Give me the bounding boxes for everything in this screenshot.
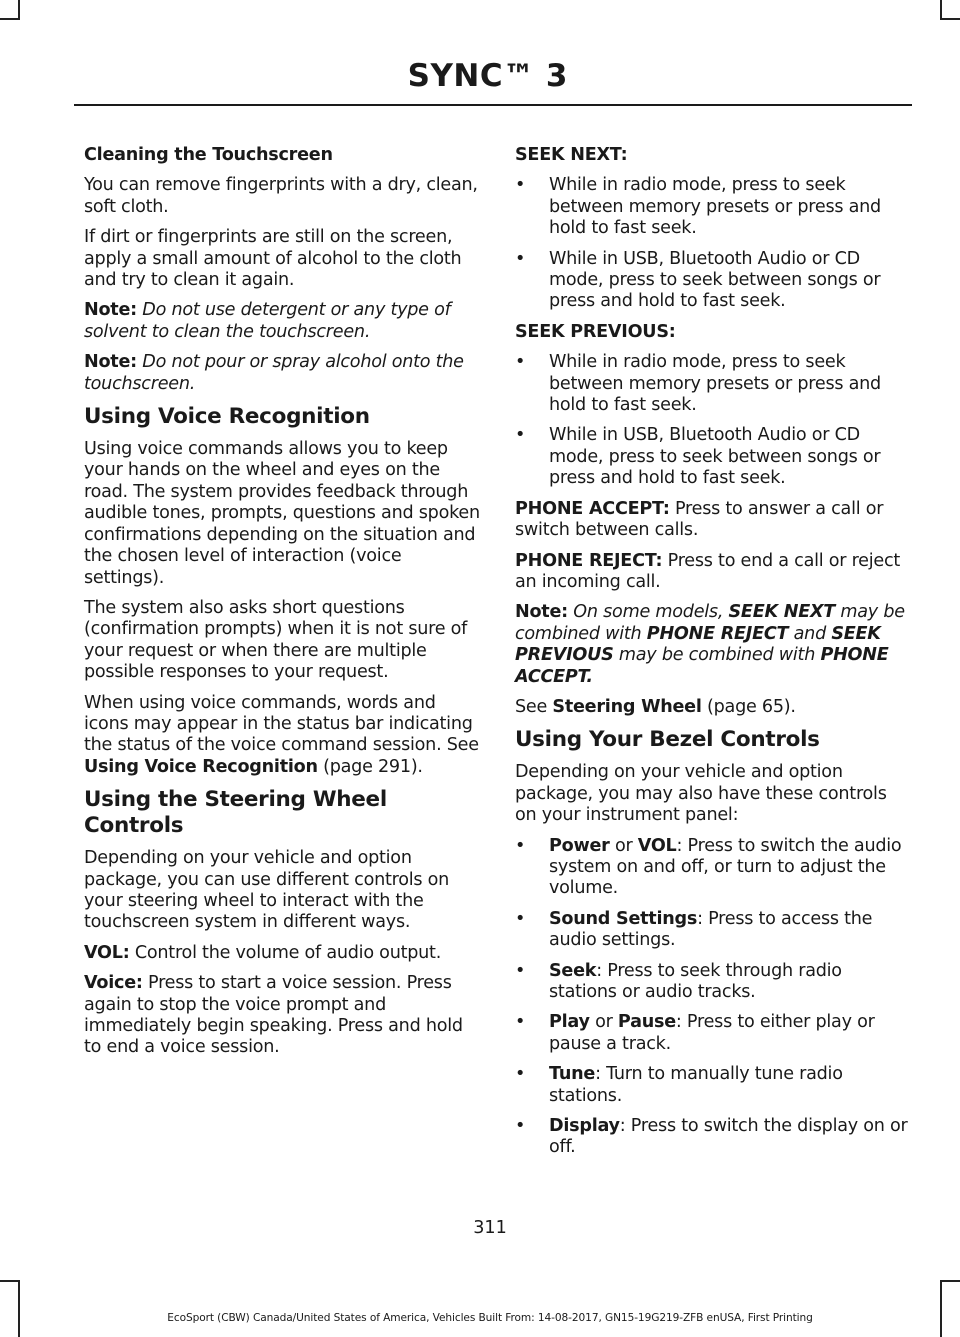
control-text: : Press to seek through radio stations or audio tracks. (549, 960, 842, 1002)
note-label: Note: (84, 352, 137, 373)
note-keyword: PHONE ACCEPT. (515, 645, 889, 687)
steering-controls-heading: Using the Steering Wheel Controls (84, 787, 387, 839)
seek-previous-list (515, 352, 911, 489)
list-item (515, 909, 911, 952)
note-text: may be combined with (618, 645, 816, 666)
control-text: or (595, 1012, 613, 1033)
voice-paragraph-2: The system also asks short questions (confirmation prompts) when it is not sure of your request or when there are multiple possible responses to your request. (84, 597, 468, 683)
phone-reject-text: Press to end a call or reject an incoming call. (515, 550, 901, 592)
list-item (515, 1116, 911, 1159)
control-name: Power (549, 835, 610, 856)
cleaning-paragraph-2: If dirt or fingerprints are still on the screen, apply a small amount of alcohol to the cloth and try to clean it again. (84, 227, 462, 291)
note-text: may be combined with (515, 602, 905, 644)
seek-next-heading: SEEK NEXT: (515, 145, 628, 165)
crop-mark (940, 1280, 942, 1337)
crop-mark (18, 1280, 20, 1337)
cleaning-note-2 (84, 352, 480, 395)
crop-mark (940, 18, 960, 20)
vol-text: Control the volume of audio output. (134, 942, 442, 963)
phone-accept-text: Press to answer a call or switch between calls. (515, 498, 884, 541)
list-item: • While in radio mode, press to seek between memory presets or press and hold to fast seek. (515, 352, 911, 416)
seek-next-list (515, 175, 911, 312)
list-item (515, 1064, 911, 1107)
see-reference (515, 697, 911, 718)
page-footer: EcoSport (CBW) Canada/United States of America, Vehicles Built From: 14-08-2017, GN15-19G219-ZFB enUSA, First Printing (167, 1312, 813, 1324)
list-item (515, 1012, 911, 1055)
list-item (515, 961, 911, 1004)
voice-description (84, 973, 480, 1059)
vol-description (84, 943, 480, 964)
cleaning-note-1 (84, 300, 480, 343)
voice-text: Press to start a voice session. Press again to stop the voice prompt and immediately begin speaking. Press and hold to end a voice session. (84, 973, 463, 1058)
left-column (84, 145, 480, 1068)
vol-label: VOL: (84, 942, 130, 963)
steering-wheel-link[interactable]: Steering Wheel (552, 696, 702, 717)
note-label: Note: (84, 300, 137, 321)
crop-mark (18, 0, 20, 20)
cleaning-paragraph-1: You can remove fingerprints with a dry, clean, soft cloth. (84, 175, 478, 217)
phone-reject-label: PHONE REJECT: (515, 550, 663, 571)
control-name: Play (549, 1012, 590, 1033)
control-text: : Press to either play or pause a track. (549, 1012, 875, 1054)
control-name: Display (549, 1116, 620, 1137)
voice-label: Voice: (84, 973, 143, 994)
page-reference: (page 291). (323, 756, 423, 777)
control-name: VOL (637, 835, 677, 856)
list-item: • While in USB, Bluetooth Audio or CD mode, press to seek between songs or press and hold to fast seek. (515, 249, 911, 313)
crop-mark (940, 0, 942, 20)
bezel-controls-list (515, 836, 911, 1159)
phone-accept-description (515, 499, 911, 542)
bezel-intro: Depending on your vehicle and option package, you may also have these controls on your instrument panel: (515, 762, 887, 826)
steering-paragraph-1: Depending on your vehicle and option package, you can use different controls on your steering wheel to interact with the touchscreen system in different ways. (84, 848, 450, 933)
voice-recognition-link[interactable]: Using Voice Recognition (84, 756, 318, 777)
cleaning-heading: Cleaning the Touchscreen (84, 145, 333, 165)
note-text: Do not pour or spray alcohol onto the touchscreen. (84, 352, 464, 394)
control-name: Sound Settings (549, 908, 698, 929)
control-text: or (614, 835, 633, 856)
list-item: • While in USB, Bluetooth Audio or CD mode, press to seek between songs or press and hold to fast seek. (515, 425, 911, 489)
voice-recognition-heading: Using Voice Recognition (84, 404, 370, 430)
control-text: : Turn to manually tune radio stations. (549, 1064, 843, 1106)
control-name: Pause (617, 1012, 676, 1033)
list-item (515, 836, 911, 900)
voice-paragraph-3 (84, 693, 480, 779)
note-text: Do not use detergent or any type of solvent to clean the touchscreen. (84, 300, 451, 342)
note-keyword: SEEK PREVIOUS (515, 623, 881, 666)
page-reference: (page 65). (707, 696, 796, 717)
phone-accept-label: PHONE ACCEPT: (515, 498, 670, 519)
combined-controls-note (515, 602, 911, 688)
header-divider (74, 104, 912, 106)
note-label: Note: (515, 602, 568, 623)
voice-paragraph-3-text: When using voice commands, words and icons may appear in the status bar indicating the status of the voice command session. See (84, 692, 479, 756)
seek-previous-heading: SEEK PREVIOUS: (515, 321, 676, 342)
list-item: • While in radio mode, press to seek between memory presets or press and hold to fast seek. (515, 175, 911, 239)
phone-reject-description (515, 551, 911, 594)
page-header-title: SYNC™ 3 (407, 58, 568, 94)
note-keyword: SEEK NEXT (728, 602, 836, 623)
control-name: Seek (549, 960, 597, 981)
crop-mark (0, 1280, 20, 1282)
control-text: : Press to access the audio settings. (549, 908, 873, 951)
right-column (515, 145, 911, 1168)
note-keyword: PHONE REJECT (646, 623, 789, 644)
note-text: On some models, (573, 602, 724, 623)
crop-mark (0, 18, 20, 20)
see-text: See (515, 696, 548, 717)
control-name: Tune (549, 1064, 596, 1085)
crop-mark (940, 1280, 960, 1282)
control-text: : Press to switch the display on or off. (549, 1116, 908, 1158)
bezel-controls-heading: Using Your Bezel Controls (515, 727, 820, 753)
page-number: 311 (473, 1218, 507, 1238)
control-text: : Press to switch the audio system on and off, or turn to adjust the volume. (549, 835, 902, 899)
note-text: and (793, 623, 826, 644)
voice-paragraph-1: Using voice commands allows you to keep your hands on the wheel and eyes on the road. The system provides feedback through audible tones, prompts, questions and spoken confirmations depending on the situation and the chosen level of interaction (voice settings). (84, 439, 480, 588)
